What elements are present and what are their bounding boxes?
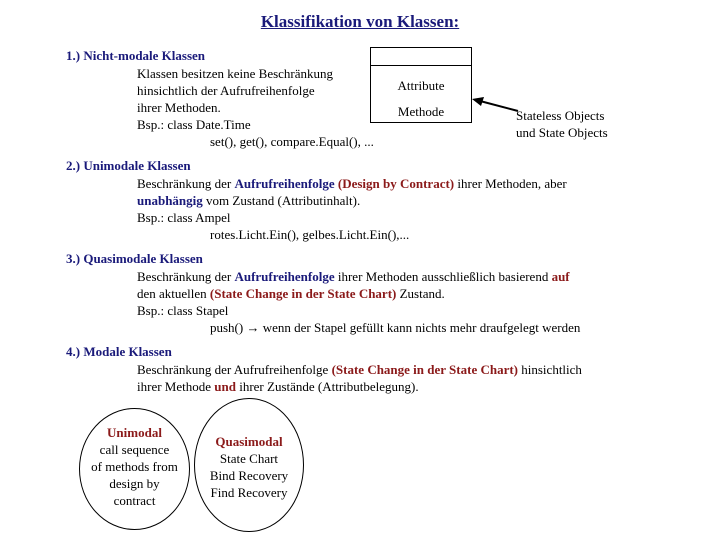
s1-line-4: Bsp.: class Date.Time — [137, 117, 251, 132]
s3-text: Beschränkung der — [137, 269, 235, 284]
s4-emph-statechart: (State Change in der State Chart) — [331, 362, 519, 377]
arrow-label-2: und State Objects — [516, 125, 608, 140]
s2-emph-aufruf: Aufrufreihenfolge — [234, 176, 335, 191]
unimodal-title: Unimodal — [107, 425, 162, 440]
quasimodal-line-1: State Chart — [219, 451, 279, 466]
s1-line-5: set(), get(), compare.Equal(), ... — [210, 134, 374, 149]
quasimodal-line-2: Bind Recovery — [209, 468, 289, 483]
s4-text-4: ihrer Zustände (Attributbelegung). — [235, 379, 419, 394]
unimodal-line-4: contract — [113, 493, 156, 508]
s3-emph-statechart: (State Change in der State Chart) — [209, 286, 397, 301]
quasimodal-text — [194, 433, 304, 501]
unimodal-text — [79, 424, 190, 509]
s2-text: Beschränkung der — [137, 176, 235, 191]
s2-text-3: vom Zustand (Attributinhalt). — [202, 193, 361, 208]
unimodal-line-1: call sequence — [99, 442, 170, 457]
class-box-attribute: Attribute — [397, 78, 445, 93]
unimodal-line-2: of methods from — [91, 459, 178, 474]
arrow-icon — [470, 95, 520, 119]
page-title: Klassifikation von Klassen: — [260, 12, 460, 31]
section-3-heading: 3.) Quasimodale Klassen — [66, 251, 203, 266]
arrow-label-1: Stateless Objects — [516, 108, 605, 123]
s4-text-3: ihrer Methode — [137, 379, 215, 394]
s3-text-5: wenn der Stapel gefüllt kann nichts mehr draufgelegt werden — [259, 320, 581, 335]
s1-line-2: hinsichtlich der Aufrufreihenfolge — [137, 83, 315, 98]
s2-line-3: Bsp.: class Ampel — [137, 210, 231, 225]
s4-line-1 — [137, 361, 582, 378]
s3-line-2 — [137, 285, 445, 302]
s3-emph-auf: auf — [551, 269, 570, 284]
s1-line-1: Klassen besitzen keine Beschränkung — [137, 66, 334, 81]
quasimodal-line-3: Find Recovery — [210, 485, 288, 500]
s3-line-1 — [137, 268, 570, 285]
section-4-heading: 4.) Modale Klassen — [66, 344, 172, 359]
s2-emph-unabhaengig: unabhängig — [137, 193, 203, 208]
section-2-heading: 2.) Unimodale Klassen — [66, 158, 191, 173]
s3-text-4: Zustand. — [396, 286, 445, 301]
s3-line-3: Bsp.: class Stapel — [137, 303, 229, 318]
s4-text-2: hinsichtlich — [518, 362, 582, 377]
section-1-heading: 1.) Nicht-modale Klassen — [66, 48, 206, 63]
s4-line-2 — [137, 378, 419, 395]
s2-line-2 — [137, 192, 360, 209]
s3-emph-aufruf: Aufrufreihenfolge — [234, 269, 335, 284]
class-box-divider — [371, 65, 471, 66]
s1-line-3: ihrer Methoden. — [137, 100, 221, 115]
s2-text-2: ihrer Methoden, aber — [454, 176, 567, 191]
s2-emph-contract: (Design by Contract) — [334, 176, 455, 191]
quasimodal-title: Quasimodal — [215, 434, 283, 449]
right-arrow-icon: → — [246, 320, 260, 335]
unimodal-line-3: design by — [109, 476, 160, 491]
s4-emph-und: und — [214, 379, 236, 394]
s3-push: push() — [210, 320, 247, 335]
s3-text-3: den aktuellen — [137, 286, 210, 301]
s4-text: Beschränkung der Aufrufreihenfolge — [137, 362, 332, 377]
class-box-methode: Methode — [397, 104, 445, 119]
s2-line-4: rotes.Licht.Ein(), gelbes.Licht.Ein(),... — [210, 227, 410, 242]
s3-text-2: ihrer Methoden ausschließlich basierend — [334, 269, 552, 284]
s2-line-1 — [137, 175, 567, 192]
s3-line-4 — [210, 319, 580, 336]
class-box — [370, 47, 472, 123]
